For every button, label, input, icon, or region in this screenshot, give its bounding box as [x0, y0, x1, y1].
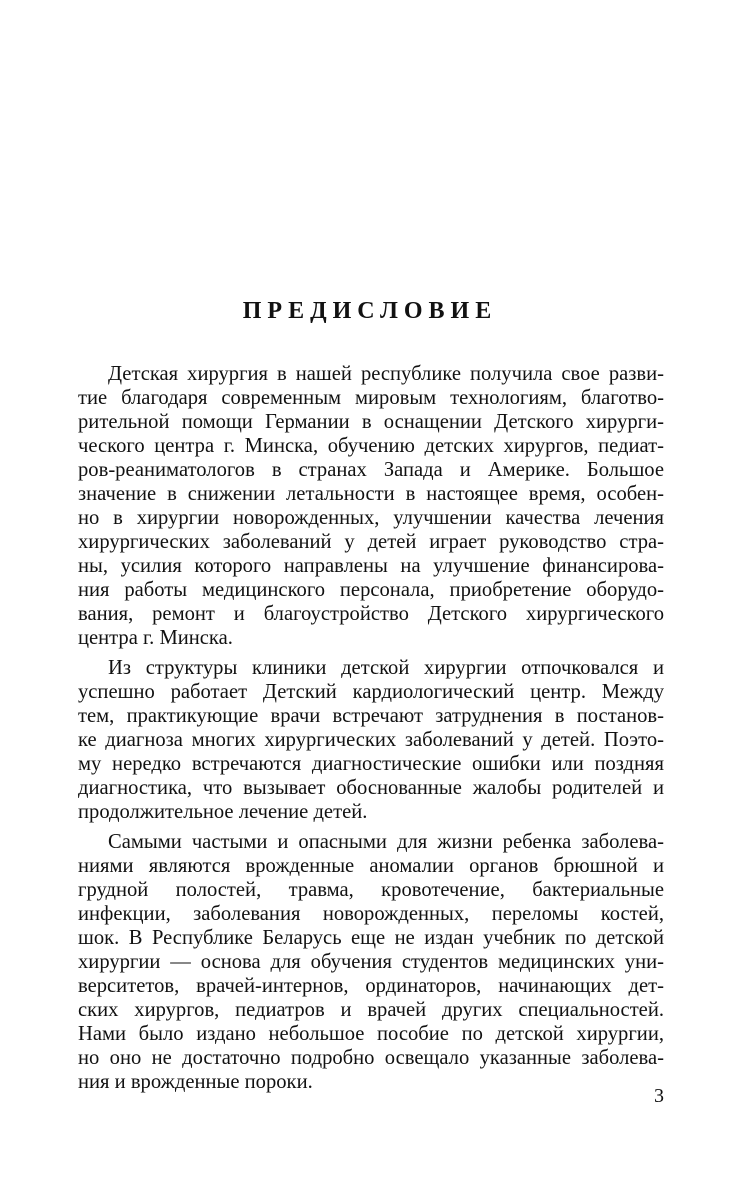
- text-line: успешно работает Детский кардиологический центр. Между: [78, 681, 664, 703]
- body-text: [78, 362, 664, 1100]
- text-line: ния работы медицинского персонала, приобретение оборудо-: [78, 579, 664, 601]
- text-line: хирургии — основа для обучения студентов медицинских уни-: [78, 951, 664, 973]
- text-line: ны, усилия которого направлены на улучшение финансирова-: [78, 555, 664, 577]
- text-line: Из структуры клиники детской хирургии отпочковался и: [108, 657, 664, 679]
- page-number: 3: [654, 1085, 664, 1107]
- page-title: ПРЕДИСЛОВИЕ: [242, 298, 498, 324]
- text-line: ке диагноза многих хирургических заболеваний у детей. Поэто-: [78, 729, 664, 751]
- text-line: ров-реаниматологов в странах Запада и Америке. Большое: [78, 459, 664, 481]
- text-line: грудной полостей, травма, кровотечение, бактериальные: [78, 879, 664, 901]
- text-line: центра г. Минска.: [78, 627, 233, 649]
- text-line: ческого центра г. Минска, обучению детских хирургов, педиат-: [78, 435, 664, 457]
- text-line: верситетов, врачей-интернов, ординаторов, начинающих дет-: [78, 975, 664, 997]
- text-line: диагностика, что вызывает обоснованные жалобы родителей и: [78, 777, 664, 799]
- text-line: ния и врожденные пороки.: [78, 1071, 313, 1093]
- text-line: ских хирургов, педиатров и врачей других специальностей.: [78, 999, 664, 1021]
- paragraph-2: [78, 656, 664, 824]
- text-line: значение в снижении летальности в настоящее время, особен-: [78, 483, 664, 505]
- text-line: продолжительное лечение детей.: [78, 801, 368, 823]
- paragraph-1: [78, 362, 664, 650]
- text-line: тем, практикующие врачи встречают затруднения в постанов-: [78, 705, 664, 727]
- text-line: ниями являются врожденные аномалии органов брюшной и: [78, 855, 664, 877]
- text-line: вания, ремонт и благоустройство Детского хирургического: [78, 603, 664, 625]
- text-line: Нами было издано небольшое пособие по детской хирургии,: [78, 1023, 664, 1045]
- text-line: шок. В Республике Беларусь еще не издан учебник по детской: [78, 927, 664, 949]
- text-line: инфекции, заболевания новорожденных, переломы костей,: [78, 903, 664, 925]
- paragraph-3: [78, 830, 664, 1094]
- text-line: но оно не достаточно подробно освещало указанные заболева-: [78, 1047, 664, 1069]
- text-line: рительной помощи Германии в оснащении Детского хирурги-: [78, 411, 664, 433]
- text-line: му нередко встречаются диагностические ошибки или поздняя: [78, 753, 664, 775]
- text-line: хирургических заболеваний у детей играет руководство стра-: [78, 531, 664, 553]
- text-line: Детская хирургия в нашей республике получила свое разви-: [108, 363, 664, 385]
- text-line: тие благодаря современным мировым технологиям, благотво-: [78, 387, 664, 409]
- text-line: но в хирургии новорожденных, улучшении качества лечения: [78, 507, 664, 529]
- text-line: Самыми частыми и опасными для жизни ребенка заболева-: [108, 831, 664, 853]
